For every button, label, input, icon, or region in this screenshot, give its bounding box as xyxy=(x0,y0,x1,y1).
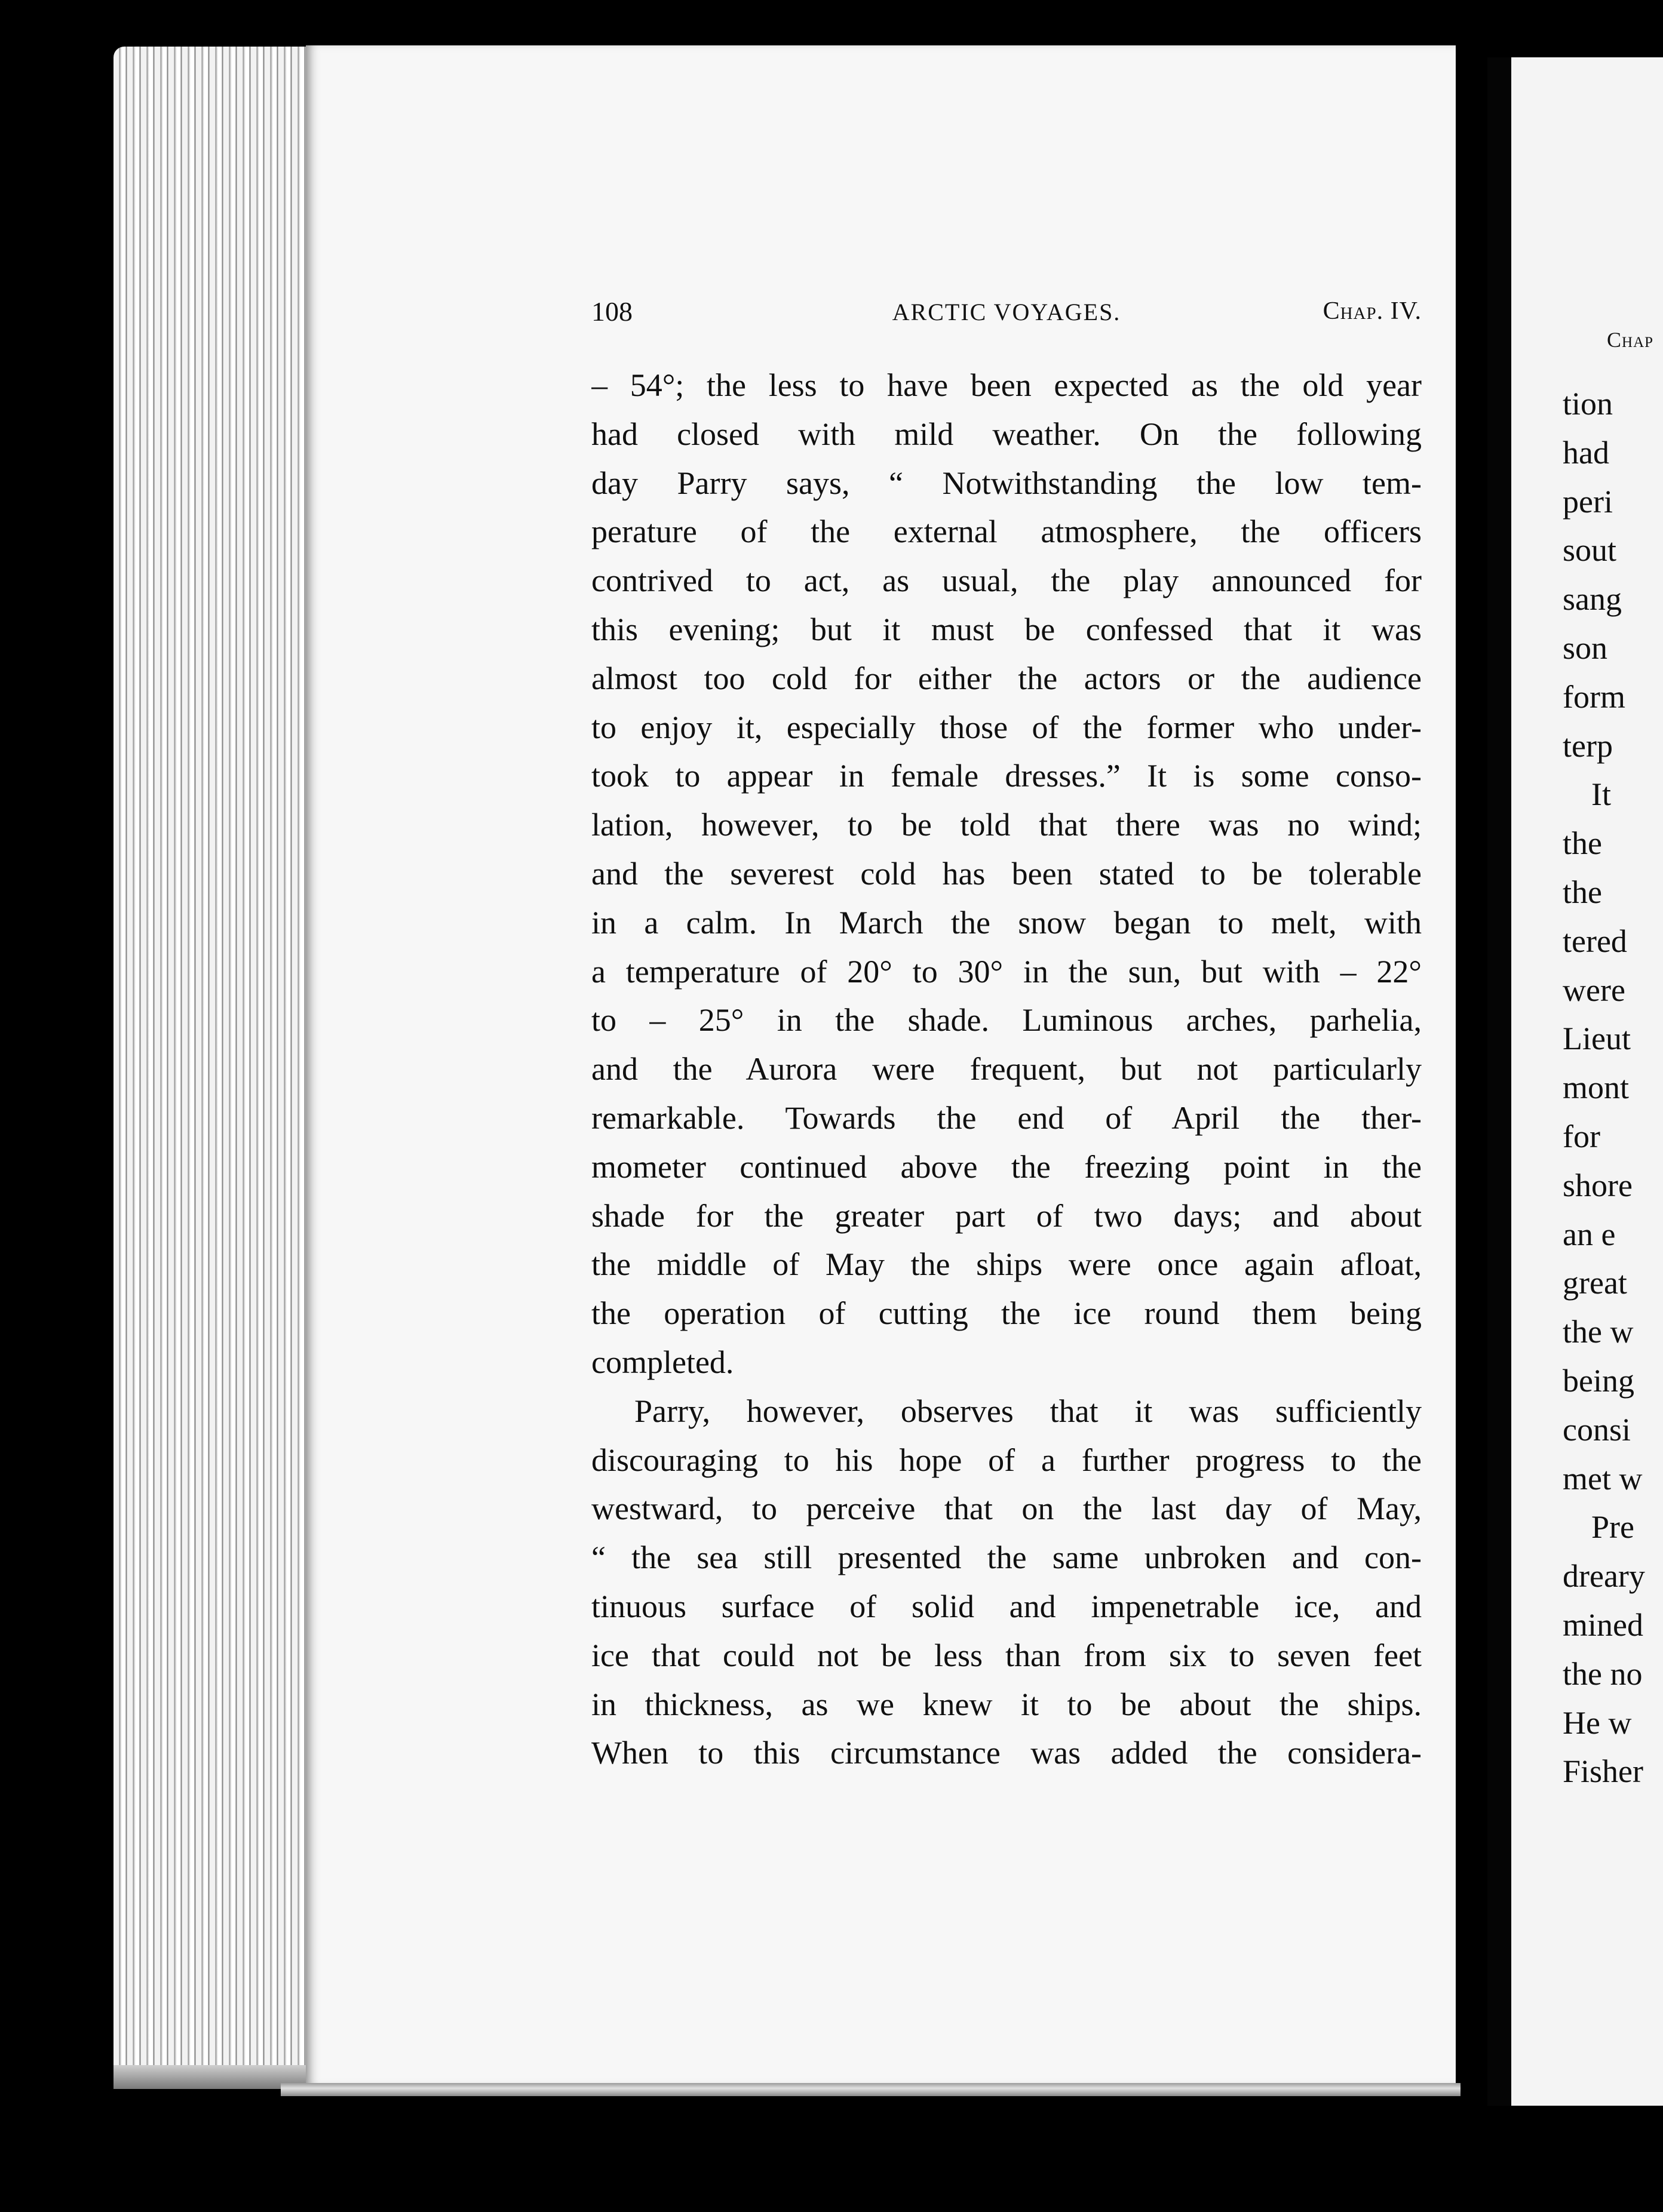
text-line: the operation of cutting the ice round them being xyxy=(591,1295,1422,1332)
facing-text-line: Fisher xyxy=(1563,1753,1643,1790)
page-number: 108 xyxy=(591,296,633,327)
text-line: contrived to act, as usual, the play announced for xyxy=(591,563,1422,599)
facing-text-line: met w xyxy=(1563,1460,1643,1497)
facing-text-line: the no xyxy=(1563,1655,1643,1692)
text-line: lation, however, to be told that there was no wind; xyxy=(591,807,1422,843)
facing-text-line: the xyxy=(1563,874,1602,910)
text-line-paragraph-end: completed. xyxy=(591,1344,734,1380)
text-line: perature of the external atmosphere, the officers xyxy=(591,514,1422,550)
text-line: discouraging to his hope of a further progress to the xyxy=(591,1442,1422,1478)
text-line: to enjoy it, especially those of the former who under- xyxy=(591,709,1422,745)
facing-text-line: He w xyxy=(1563,1704,1632,1741)
facing-text-line: being xyxy=(1563,1362,1634,1399)
facing-text-line: form xyxy=(1563,678,1625,715)
body-text xyxy=(591,361,1422,1778)
text-line: to – 25° in the shade. Luminous arches, parhelia, xyxy=(591,1002,1422,1039)
facing-text-line: Pre xyxy=(1591,1509,1634,1546)
facing-text-line: sang xyxy=(1563,581,1622,617)
page-stack-edge xyxy=(113,47,317,2089)
running-head xyxy=(591,296,1422,337)
text-line: – 54°; the less to have been expected as the old year xyxy=(591,367,1422,403)
book-gutter xyxy=(1487,57,1511,2106)
facing-text-line: for xyxy=(1563,1118,1600,1154)
facing-text-line: were xyxy=(1563,972,1625,1008)
text-line: in a calm. In March the snow began to melt, with xyxy=(591,904,1422,941)
facing-text-line: dreary xyxy=(1563,1558,1645,1595)
facing-text-line: sout xyxy=(1563,532,1617,569)
text-line: and the Aurora were frequent, but not particularly xyxy=(591,1051,1422,1087)
facing-text-line: consi xyxy=(1563,1411,1631,1448)
facing-text-line: had xyxy=(1563,434,1609,471)
text-line: “ the sea still presented the same unbroken and con- xyxy=(591,1540,1422,1576)
text-line: tinuous surface of solid and impenetrable ice, and xyxy=(591,1588,1422,1624)
facing-text-line: tion xyxy=(1563,386,1613,422)
facing-text-line: shore xyxy=(1563,1167,1633,1203)
text-line: mometer continued above the freezing point in the xyxy=(591,1148,1422,1185)
text-line: and the severest cold has been stated to be tolerable xyxy=(591,855,1422,892)
text-line: had closed with mild weather. On the following xyxy=(591,416,1422,452)
running-title: ARCTIC VOYAGES. xyxy=(892,299,1121,325)
facing-text-line: It xyxy=(1591,776,1611,813)
text-line-paragraph-start: Parry, however, observes that it was sufficiently xyxy=(634,1393,1422,1429)
text-line: this evening; but it must be confessed that it was xyxy=(591,611,1422,647)
chapter-label: Chap. IV. xyxy=(1323,297,1422,325)
text-line: a temperature of 20° to 30° in the sun, but with – 22° xyxy=(591,953,1422,990)
facing-text-line: an e xyxy=(1563,1216,1616,1252)
page-bottom-edge xyxy=(281,2083,1461,2096)
facing-text-line: terp xyxy=(1563,727,1613,764)
text-line: day Parry says, “ Notwithstanding the low tem- xyxy=(591,465,1422,501)
facing-text-line: great xyxy=(1563,1265,1627,1301)
text-line: ice that could not be less than from six to seven feet xyxy=(591,1637,1422,1673)
facing-running-head: Chap xyxy=(1607,328,1654,352)
text-line: the middle of May the ships were once again afloat, xyxy=(591,1246,1422,1283)
text-line: took to appear in female dresses.” It is some conso- xyxy=(591,758,1422,794)
facing-text-line: Lieut xyxy=(1563,1021,1631,1057)
text-line: When to this circumstance was added the considera- xyxy=(591,1735,1422,1771)
text-line: shade for the greater part of two days; and about xyxy=(591,1197,1422,1234)
facing-text-line: mont xyxy=(1563,1070,1630,1106)
facing-text-line: tered xyxy=(1563,923,1627,959)
facing-page-text xyxy=(1563,380,1663,1796)
text-line: in thickness, as we knew it to be about the ships. xyxy=(591,1686,1422,1722)
facing-text-line: mined xyxy=(1563,1606,1643,1643)
facing-text-line: son xyxy=(1563,629,1608,666)
facing-text-line: peri xyxy=(1563,483,1613,520)
text-line: remarkable. Towards the end of April the ther- xyxy=(591,1099,1422,1136)
facing-page-text-clip xyxy=(1563,57,1663,2106)
text-line: westward, to perceive that on the last day of May, xyxy=(591,1491,1422,1527)
facing-text-line: the w xyxy=(1563,1314,1634,1350)
facing-text-line: the xyxy=(1563,825,1602,862)
text-line: almost too cold for either the actors or the audience xyxy=(591,660,1422,696)
